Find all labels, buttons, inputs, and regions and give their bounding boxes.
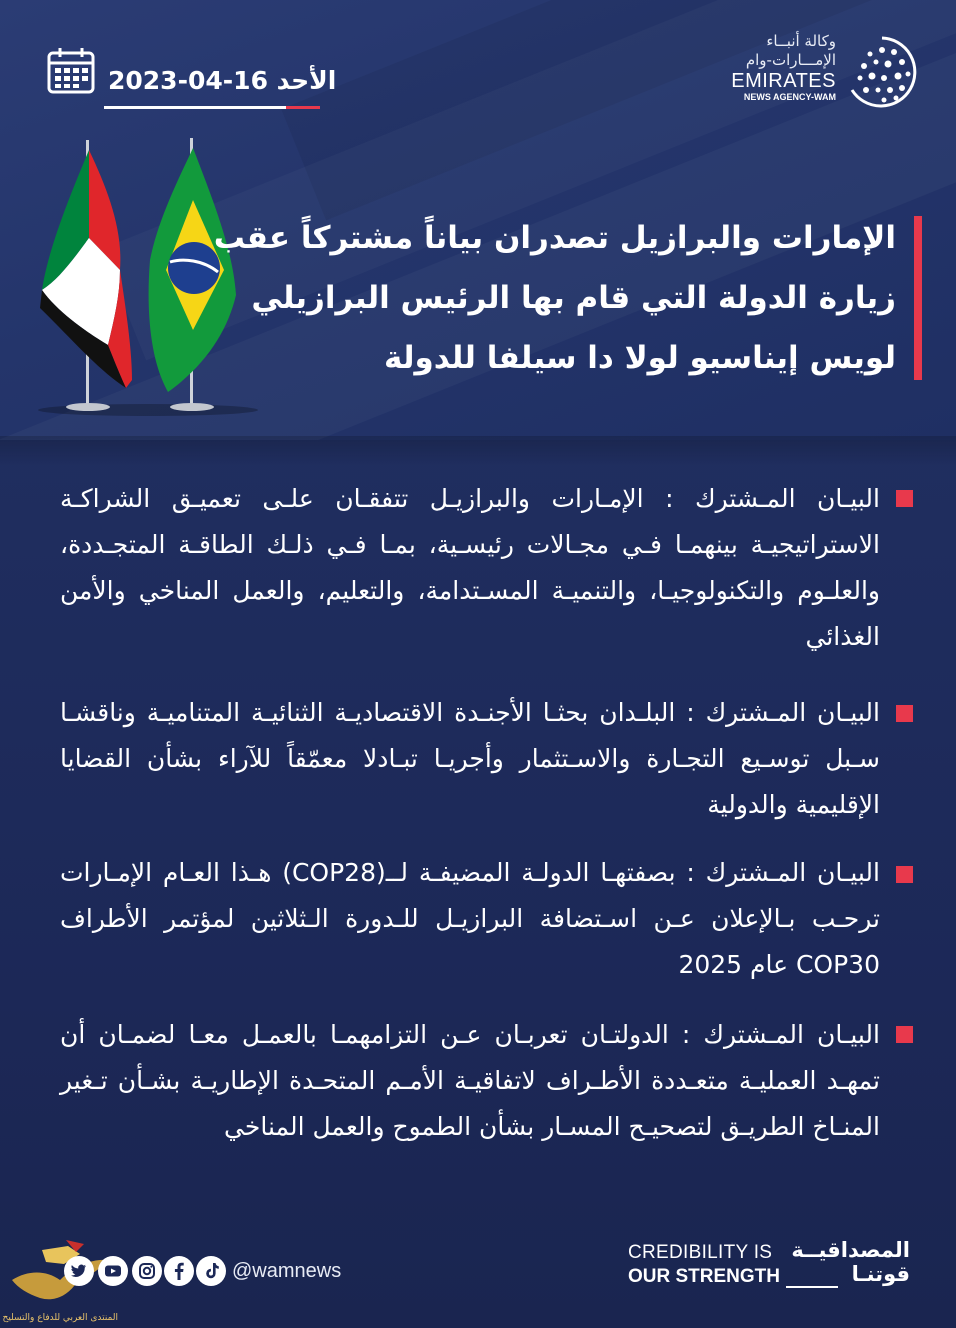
social-handle[interactable]: @wamnews (232, 1260, 342, 1282)
logo-arabic-line2: الإمـــارات-وام (745, 51, 836, 69)
headline-line-1: الإمارات والبرازيل تصدران بياناً مشتركاً عقب (213, 220, 896, 256)
logo-english-name: EMIRATES (731, 70, 836, 92)
slogan-ar-line2: قوتنـا (851, 1262, 910, 1286)
bullet-marker-2 (896, 705, 913, 722)
wam-logo (676, 32, 916, 112)
logo-arabic-line1: وكالة أنبــاء (766, 32, 836, 50)
headline (213, 208, 896, 388)
facebook-icon[interactable] (164, 1256, 194, 1286)
slogan-ar-line1: المصداقيــة (791, 1238, 910, 1262)
slogan-underline (786, 1286, 838, 1288)
wam-dots-logo-icon (844, 34, 920, 110)
bullet-1: البيـان المـشترك : الإمـارات والبرازيـل تتفقـان علـى تعميـق الشراكـة الاستراتيجيـة بينهمـا فـي مجـالات رئيسـية، بمـا فـي ذلـك الطاقـة المتجـددة، والعلـوم والتكنولوجيـا، والتنميـة المسـتدامة، والتعليم، والعمل المناخي والأمن الغذائي (60, 484, 880, 651)
bullet-3: البيـان المـشترك : بصفتهـا الدولـة المضيفـة لــ(COP28) هـذا العـام الإمـارات ترحـب بـالإعلان عـن اسـتضافة البرازيـل للـدورة الـثلاثين لمؤتمر الأطراف COP30 عام 2025 (60, 858, 880, 979)
slogan-en-line1: CREDIBILITY IS (628, 1242, 773, 1263)
bullet-marker-4 (896, 1026, 913, 1043)
headline-accent-bar (914, 216, 922, 380)
date-block (46, 44, 337, 110)
bullet-marker-1 (896, 490, 913, 507)
slogan-en-line2: OUR STRENGTH (628, 1266, 780, 1287)
date-text: الأحد 16-04-2023 (108, 66, 337, 95)
youtube-icon[interactable] (98, 1256, 128, 1286)
uae-flag-icon (40, 140, 132, 411)
logo-english-sub: NEWS AGENCY-WAM (743, 92, 836, 102)
watermark-text: المنتدى العربي للدفاع والتسليح (2, 1313, 118, 1323)
instagram-icon[interactable] (132, 1256, 162, 1286)
headline-line-3: لويس إيناسيو لولا دا سيلفا للدولة (384, 340, 896, 376)
tiktok-icon[interactable] (196, 1256, 226, 1286)
date-underline-accent (286, 106, 320, 109)
bullet-2: البيـان المـشترك : البلـدان بحثـا الأجنـدة الاقتصاديـة الثنائيـة المتناميـة وناقشـا سـبل توسـيع التجـارة والاسـتثمار وأجريـا تبـادلا معمّقاً للآراء بشأن القضايا الإقليمية والدولية (60, 698, 880, 819)
bullet-marker-3 (896, 866, 913, 883)
slogan (628, 1240, 918, 1292)
twitter-icon[interactable] (64, 1256, 94, 1286)
calendar-icon (46, 46, 96, 96)
hero-shadow (0, 436, 956, 466)
social-links (64, 1256, 364, 1290)
headline-line-2: زيارة الدولة التي قام بها الرئيس البرازيلي (251, 280, 896, 316)
bullet-4: البيـان المـشترك : الدولتـان تعربـان عـن التزامهمـا بالعمـل معـا لضمـان أن تمهـد العمليـة متعـددة الأطـراف لاتفاقيـة الأمـم المتحـدة الإطاريـة بشـأن تـغير المنـاخ الطريـق لتصحيـح المسـار بشأن الطموح والعمل المناخي (60, 1020, 880, 1141)
